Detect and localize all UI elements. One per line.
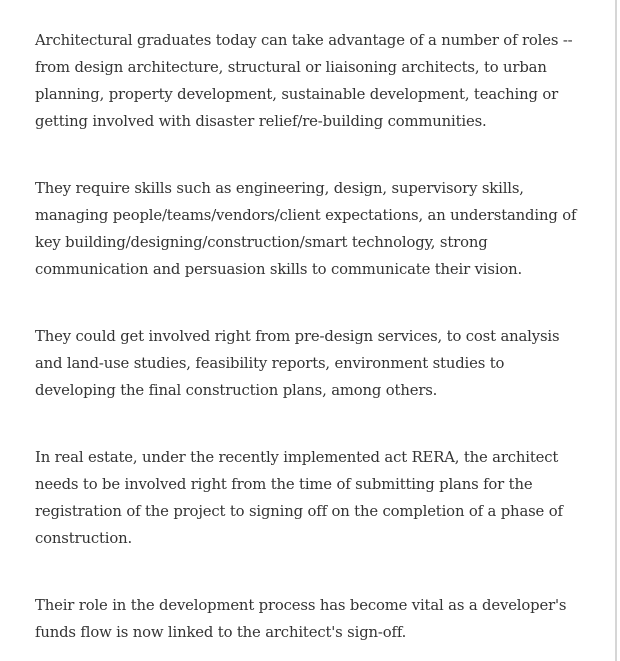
paragraph-career-roles: Architectural graduates today can take advantage of a number of roles -- from design architecture, structural or liaisoning architects, to urban planning, property development, sustainable development, teaching or getting involved with disaster relief/re-building communities. (35, 32, 573, 130)
paragraph-development-role: Their role in the development process has become vital as a developer's funds flow is now linked to the architect's sign-off. (35, 597, 567, 641)
paragraph-involvement-stages: They could get involved right from pre-design services, to cost analysis and land-use studies, feasibility reports, environment studies to developing the final construction plans, among others. (35, 328, 560, 399)
paragraph-rera-real-estate: In real estate, under the recently implemented act RERA, the architect needs to be involved right from the time of submitting plans for the registration of the project to signing off on the completion of a phase of construction. (35, 449, 563, 547)
article-body (35, 27, 583, 646)
paragraph-required-skills: They require skills such as engineering, design, supervisory skills, managing people/teams/vendors/client expectations, an understanding of key building/designing/construction/smart technology, strong communication and persuasion skills to communicate their vision. (35, 180, 577, 278)
